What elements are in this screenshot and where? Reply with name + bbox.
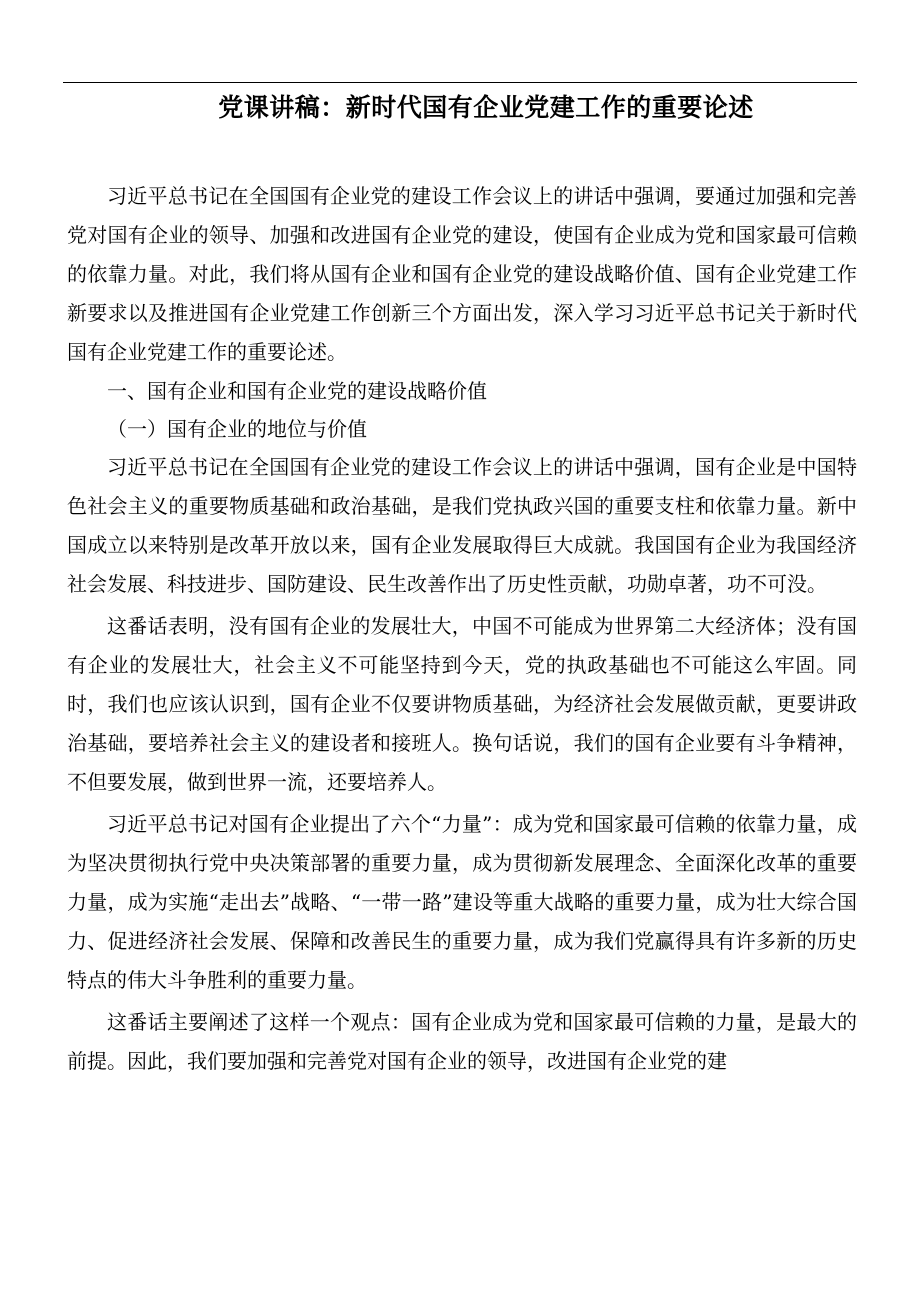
paragraph-six-forces: 习近平总书记对国有企业提出了六个“力量”：成为党和国家最可信赖的依靠力量，成为坚决贯彻执行党中央决策部署的重要力量，成为贯彻新发展理念、全面深化改革的重要力量，成为实施“走出去”战略、“一带一路”建设等重大战略的重要力量，成为壮大综合国力、促进经济社会发展、保障和改善民生的重要力量，成为我们党赢得具有许多新的历史特点的伟大斗争胜利的重要力量。 bbox=[67, 812, 857, 992]
paragraph-significance: 这番话表明，没有国有企业的发展壮大，中国不可能成为世界第二大经济体；没有国有企业的发展壮大，社会主义不可能坚持到今天，党的执政基础也不可能这么牢固。同时，我们也应该认识到，国有企业不仅要讲物质基础，为经济社会发展做贡献，更要讲政治基础，要培养社会主义的建设者和接班人。换句话说，我们的国有企业要有斗争精神，不但要发展，做到世界一流，还要培养人。 bbox=[67, 614, 857, 794]
paragraph-intro: 习近平总书记在全国国有企业党的建设工作会议上的讲话中强调，要通过加强和完善党对国有企业的领导、加强和改进国有企业党的建设，使国有企业成为党和国家最可信赖的依靠力量。对此，我们将从国有企业和国有企业党的建设战略价值、国有企业党建工作新要求以及推进国有企业党建工作创新三个方面出发，深入学习习近平总书记关于新时代国有企业党建工作的重要论述。 bbox=[67, 184, 857, 364]
header-rule bbox=[63, 82, 857, 83]
subsection-heading-1: （一）国有企业的地位与价值 bbox=[107, 417, 367, 441]
section-heading-1: 一、国有企业和国有企业党的建设战略价值 bbox=[107, 379, 487, 403]
document-body bbox=[67, 177, 857, 1081]
paragraph-conclusion: 这番话主要阐述了这样一个观点：国有企业成为党和国家最可信赖的力量，是最大的前提。因此，我们要加强和完善党对国有企业的领导，改进国有企业党的建 bbox=[67, 1010, 857, 1073]
document-title: 党课讲稿：新时代国有企业党建工作的重要论述 bbox=[218, 93, 754, 122]
paragraph-status-value: 习近平总书记在全国国有企业党的建设工作会议上的讲话中强调，国有企业是中国特色社会主义的重要物质基础和政治基础，是我们党执政兴国的重要支柱和依靠力量。新中国成立以来特别是改革开放以来，国有企业发展取得巨大成就。我国国有企业为我国经济社会发展、科技进步、国防建设、民生改善作出了历史性贡献，功勋卓著，功不可没。 bbox=[67, 455, 857, 596]
